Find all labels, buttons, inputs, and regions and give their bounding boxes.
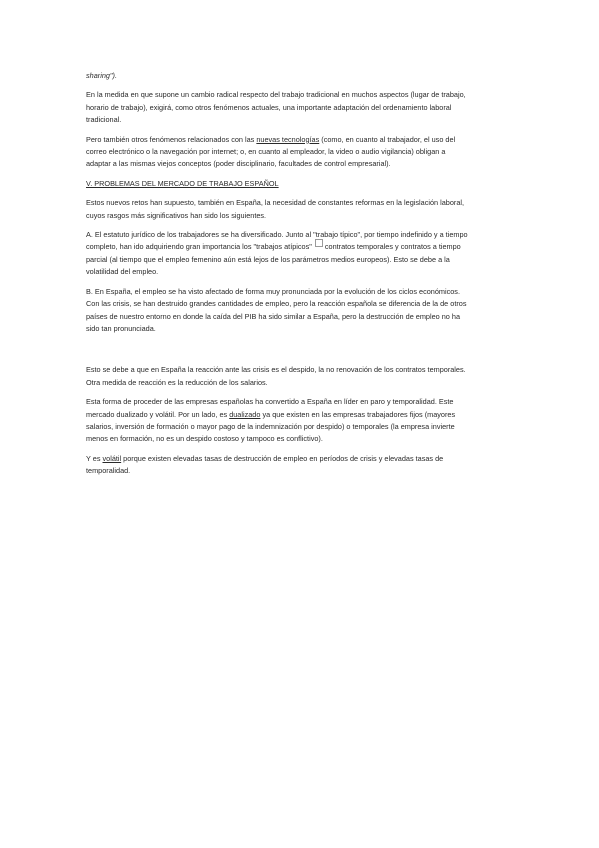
underlined-term-nuevas-tecnologias: nuevas tecnologías (256, 134, 320, 144)
paragraph-dualizado (86, 396, 470, 446)
text-segment: Esta forma de proceder de las empresas españolas ha convertido a España en líder en paro y temporalidad. Este mercado dualizado y volátil. Por un lado, es (86, 397, 454, 419)
blank-space (86, 342, 470, 364)
paragraph-despido: Esto se debe a que en España la reacción ante las crisis es el despido, la no renovación de los contratos temporales. Otra medida de reacción es la reducción de los salarios. (86, 365, 466, 387)
underlined-term-dualizado: dualizado (229, 409, 261, 419)
paragraph-volatil (86, 453, 470, 478)
paragraph-nuevas-tecnologias (86, 134, 470, 171)
text-segment: ya que existen en las empresas trabajadores fijos (mayores salarios, inversión de formación o mayor pago de la indemnización por despido) o temporales (la empresa invierte menos en formación, no es un despido costoso y tampoco es conflictivo). (86, 409, 456, 444)
paragraph-reformas: Estos nuevos retos han supuesto, también en España, la necesidad de constantes reformas en la legislación laboral, cuyos rasgos más significativos han sido los siguientes. (86, 198, 465, 220)
paragraph-point-a (86, 229, 470, 279)
text-segment: (como, en cuanto al trabajador, el uso del correo electrónico o la navegación por internet; o, en cuanto al empleador, la video o audio vigilancia) obligan a adaptar a las mismas viejos conceptos (poder disciplinario, facultades de control empresarial). (86, 134, 456, 169)
text-segment: contratos temporales y contratos a tiempo parcial (al tiempo que el empleo femenino aún está lejos de los parámetros medios europeos). Esto se debe a la volatilidad del empleo. (86, 242, 461, 277)
text-segment: Y es (86, 453, 103, 463)
section-heading: V. PROBLEMAS DEL MERCADO DE TRABAJO ESPAÑOL (86, 178, 279, 188)
text-segment: A. El estatuto jurídico de los trabajadores se ha diversificado. Junto al "trabajo típico", por tiempo indefinido y a tiempo completo, han ido adquiriendo gran importancia los "trabajos atípicos" (86, 230, 468, 252)
document-body (86, 70, 470, 485)
paragraph-continuation: sharing"). (86, 71, 117, 80)
underlined-term-volatil: volátil (102, 453, 122, 463)
text-segment: porque existen elevadas tasas de destrucción de empleo en períodos de crisis y elevadas tasas de temporalidad. (86, 453, 444, 476)
paragraph-teletrabajo: En la medida en que supone un cambio radical respecto del trabajo tradicional en muchos aspectos (lugar de trabajo, horario de trabajo), exigirá, como otros fenómenos actuales, una importante adaptación del ordenamiento laboral tradicional. (86, 90, 466, 125)
paragraph-point-b: B. En España, el empleo se ha visto afectado de forma muy pronunciada por la evolución de los ciclos económicos. Con las crisis, se han destruido grandes cantidades de empleo, pero la reacción española se diferencia de la de otros países de nuestro entorno en donde la caída del PIB ha sido similar a España, pero la destrucción de empleo no ha sido tan pronunciada. (86, 286, 467, 333)
footnote-marker-icon (315, 239, 323, 247)
text-segment: Pero también otros fenómenos relacionados con las (86, 134, 257, 144)
